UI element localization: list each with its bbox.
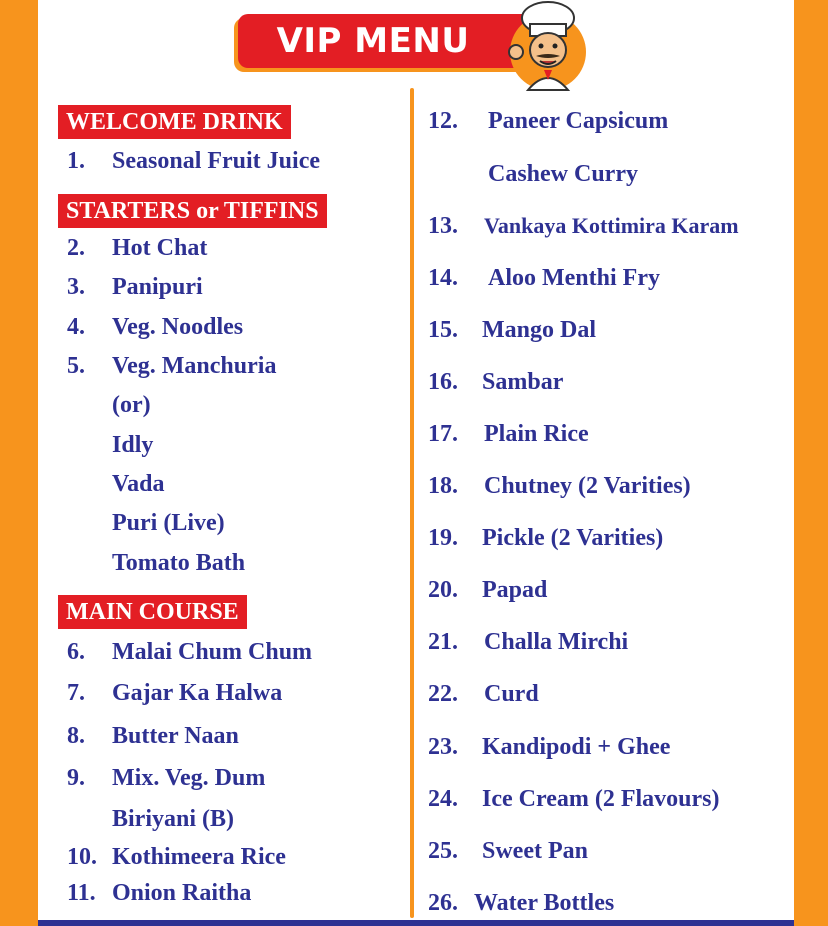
section-main-course: MAIN COURSE <box>58 595 247 629</box>
list-item: 21. Challa Mirchi <box>428 629 629 655</box>
list-item: 4. Veg. Noodles <box>67 314 244 340</box>
list-item: 11. Onion Raitha <box>67 880 252 906</box>
list-item: Tomato Bath <box>112 550 246 576</box>
list-item: 18. Chutney (2 Varities) <box>428 473 691 499</box>
section-welcome-drink: WELCOME DRINK <box>58 105 291 139</box>
section-starters: STARTERS or TIFFINS <box>58 194 327 228</box>
list-item: 12. Paneer Capsicum <box>428 108 669 134</box>
list-item: Puri (Live) <box>112 510 225 536</box>
list-item: 25. Sweet Pan <box>428 838 588 864</box>
list-item: 26. Water Bottles <box>428 890 615 916</box>
list-item: 16. Sambar <box>428 369 564 395</box>
column-divider <box>410 88 414 918</box>
bottom-rule <box>38 920 794 926</box>
list-item: 15. Mango Dal <box>428 317 596 343</box>
list-item: 5. Veg. Manchuria <box>67 353 277 379</box>
list-item: 3. Panipuri <box>67 274 203 300</box>
list-item: 24. Ice Cream (2 Flavours) <box>428 786 720 812</box>
list-item: Idly <box>112 432 154 458</box>
list-item: Cashew Curry <box>488 161 638 187</box>
list-item: 7. Gajar Ka Halwa <box>67 680 283 706</box>
menu-title-banner <box>238 14 538 68</box>
list-item: 22. Curd <box>428 681 539 707</box>
menu-title: VIP MENU <box>276 21 470 61</box>
list-item: 19. Pickle (2 Varities) <box>428 525 664 551</box>
list-item: 17. Plain Rice <box>428 421 589 447</box>
list-item: (or) <box>112 392 151 418</box>
list-item: 8. Butter Naan <box>67 723 239 749</box>
list-item: 13. Vankaya Kottimira Karam <box>428 213 739 239</box>
list-item: 6. Malai Chum Chum <box>67 639 313 665</box>
list-item: Vada <box>112 471 165 497</box>
list-item: 1. Seasonal Fruit Juice <box>67 148 320 174</box>
list-item: 10. Kothimeera Rice <box>67 844 286 870</box>
chef-mascot-icon <box>500 0 594 92</box>
list-item: 23. Kandipodi + Ghee <box>428 734 671 760</box>
list-item: 9. Mix. Veg. Dum <box>67 765 266 791</box>
list-item: 2. Hot Chat <box>67 235 208 261</box>
list-item: 20. Papad <box>428 577 548 603</box>
list-item: 14. Aloo Menthi Fry <box>428 265 660 291</box>
list-item: Biriyani (B) <box>112 806 235 832</box>
